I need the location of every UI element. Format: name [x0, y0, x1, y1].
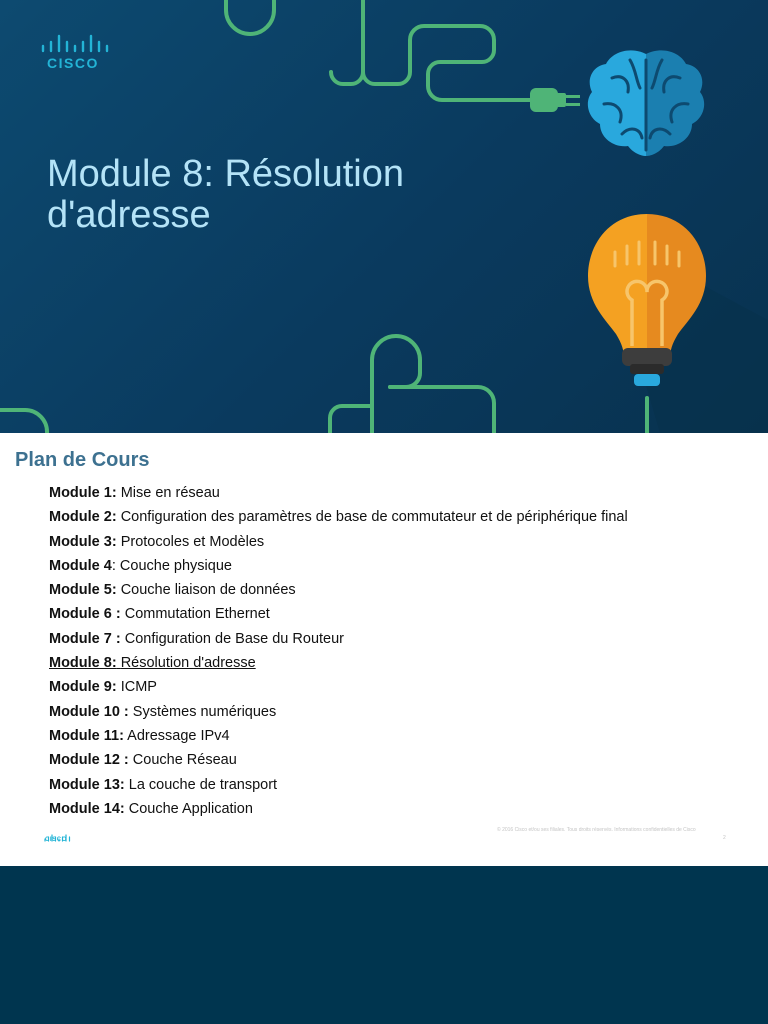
module-item: [49, 534, 628, 558]
module-label: Systèmes numériques: [132, 703, 277, 720]
module-item: [49, 777, 628, 801]
module-item: [49, 631, 628, 655]
plug-icon: [530, 88, 580, 112]
module-label: La couche de transport: [128, 776, 278, 793]
module-label: Configuration des paramètres de base de commutateur et de périphérique final: [120, 509, 628, 526]
module-item: [49, 558, 628, 582]
module-list: [49, 485, 628, 825]
module-number: Module 1:: [49, 485, 117, 501]
page-number: 2: [723, 835, 726, 841]
module-number: Module 5:: [49, 582, 117, 599]
module-item: [49, 655, 628, 679]
module-item: [49, 752, 628, 776]
content-slide: [0, 433, 768, 866]
module-label: Couche physique: [119, 557, 232, 574]
module-item: [49, 485, 628, 509]
module-label: Adressage IPv4: [127, 727, 230, 744]
module-label: Couche Réseau: [132, 752, 237, 769]
module-number: Module 4: [49, 557, 112, 574]
section-heading: Plan de Cours: [15, 449, 150, 471]
module-number: Module 3:: [49, 533, 117, 550]
module-number: Module 11:: [49, 727, 124, 744]
cisco-logo: [40, 34, 110, 71]
module-label: Commutation Ethernet: [124, 606, 270, 623]
module-item: [49, 582, 628, 606]
page-title: Module 8: Résolution d'adresse: [47, 153, 404, 236]
module-number: Module 6 :: [49, 606, 121, 623]
module-number: Module 14:: [49, 800, 125, 817]
module-label: Résolution d'adresse: [120, 655, 256, 672]
module-number: Module 12 :: [49, 752, 129, 769]
cisco-logo-small: [43, 829, 73, 845]
module-label: Couche liaison de données: [120, 582, 296, 599]
module-number: Module 9:: [49, 679, 117, 696]
module-number: Module 7 :: [49, 630, 121, 647]
brain-icon: [588, 50, 704, 156]
copyright-text: © 2016 Cisco et/ou ses filiales. Tous droits réservés. Informations confidentielles de Cisco: [497, 827, 696, 833]
module-item: [49, 509, 628, 533]
module-item: [49, 606, 628, 630]
module-item: [49, 728, 628, 752]
module-number: Module 2:: [49, 509, 117, 526]
module-item: [49, 704, 628, 728]
module-label: Mise en réseau: [120, 485, 220, 501]
module-label: Configuration de Base du Routeur: [124, 630, 344, 647]
module-item: [49, 679, 628, 703]
cisco-wordmark-small: CISCO: [45, 837, 68, 843]
title-slide: [0, 0, 768, 433]
module-label: Protocoles et Modèles: [120, 533, 265, 550]
module-label: ICMP: [120, 679, 157, 696]
cisco-wordmark: CISCO: [47, 55, 99, 71]
module-label: Couche Application: [128, 800, 253, 817]
module-separator: :: [111, 557, 120, 574]
module-number: Module 8:: [49, 655, 117, 672]
cisco-bars-icon: [40, 34, 110, 54]
module-item: [49, 801, 628, 825]
module-number: Module 10 :: [49, 703, 129, 720]
module-number: Module 13:: [49, 776, 125, 793]
